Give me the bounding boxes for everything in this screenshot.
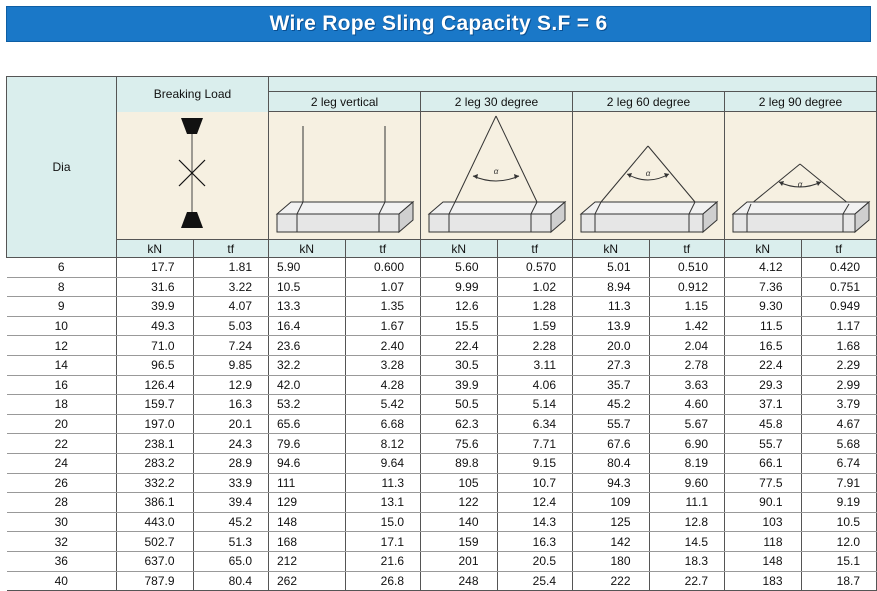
- table-row: [7, 316, 877, 336]
- value-cell: 1.07: [345, 277, 421, 297]
- unit-header: tf: [801, 240, 877, 258]
- value-cell: 10.7: [497, 473, 573, 493]
- value-cell: 159.7: [117, 395, 194, 415]
- value-cell: 5.67: [649, 414, 725, 434]
- value-cell: 10.5: [269, 277, 346, 297]
- value-cell: 1.35: [345, 297, 421, 317]
- angle-label: α: [645, 169, 651, 178]
- value-cell: 6.68: [345, 414, 421, 434]
- value-cell: 262: [269, 571, 346, 591]
- value-cell: 16.5: [725, 336, 802, 356]
- value-cell: 22.4: [421, 336, 498, 356]
- unit-header: kN: [117, 240, 194, 258]
- dia-cell: 30: [7, 512, 117, 532]
- value-cell: 11.5: [725, 316, 802, 336]
- value-cell: 5.68: [801, 434, 877, 454]
- value-cell: 1.67: [345, 316, 421, 336]
- 30-degree-sling-illustration: [421, 112, 573, 240]
- value-cell: 103: [725, 512, 802, 532]
- value-cell: 3.28: [345, 355, 421, 375]
- table-row: [7, 375, 877, 395]
- value-cell: 332.2: [117, 473, 194, 493]
- value-cell: 20.0: [573, 336, 650, 356]
- value-cell: 39.4: [193, 493, 269, 513]
- dia-header: [7, 77, 117, 258]
- value-cell: 6.90: [649, 434, 725, 454]
- value-cell: 55.7: [725, 434, 802, 454]
- value-cell: 1.81: [193, 258, 269, 278]
- table-row: [7, 414, 877, 434]
- group-2-leg-90-degree: [725, 92, 877, 112]
- value-cell: 6.34: [497, 414, 573, 434]
- value-cell: 27.3: [573, 355, 650, 375]
- value-cell: 105: [421, 473, 498, 493]
- value-cell: 502.7: [117, 532, 194, 552]
- value-cell: 9.30: [725, 297, 802, 317]
- wire-rope-tension-icon: [117, 112, 268, 239]
- value-cell: 0.912: [649, 277, 725, 297]
- value-cell: 8.19: [649, 453, 725, 473]
- table-row: [7, 336, 877, 356]
- dia-header-label: Dia: [52, 160, 71, 174]
- value-cell: 3.22: [193, 277, 269, 297]
- dia-cell: 24: [7, 453, 117, 473]
- value-cell: 20.1: [193, 414, 269, 434]
- unit-header: kN: [725, 240, 802, 258]
- 30-degree-sling-icon: [421, 112, 572, 239]
- value-cell: 2.99: [801, 375, 877, 395]
- value-cell: 39.9: [117, 297, 194, 317]
- value-cell: 11.3: [573, 297, 650, 317]
- value-cell: 67.6: [573, 434, 650, 454]
- value-cell: 11.1: [649, 493, 725, 513]
- table-body: [7, 258, 877, 591]
- value-cell: 2.78: [649, 355, 725, 375]
- value-cell: 7.71: [497, 434, 573, 454]
- value-cell: 55.7: [573, 414, 650, 434]
- value-cell: 0.570: [497, 258, 573, 278]
- value-cell: 1.17: [801, 316, 877, 336]
- dia-cell: 22: [7, 434, 117, 454]
- value-cell: 5.03: [193, 316, 269, 336]
- value-cell: 201: [421, 551, 498, 571]
- group-label: 2 leg 90 degree: [758, 94, 843, 109]
- unit-header: tf: [345, 240, 421, 258]
- value-cell: 9.15: [497, 453, 573, 473]
- value-cell: 35.7: [573, 375, 650, 395]
- value-cell: 8.12: [345, 434, 421, 454]
- table-row: [7, 453, 877, 473]
- value-cell: 9.19: [801, 493, 877, 513]
- table-row: [7, 551, 877, 571]
- value-cell: 12.9: [193, 375, 269, 395]
- value-cell: 17.1: [345, 532, 421, 552]
- value-cell: 1.59: [497, 316, 573, 336]
- table-row: [7, 258, 877, 278]
- group-label: 2 leg vertical: [310, 94, 379, 109]
- 90-degree-sling-illustration: [725, 112, 877, 240]
- value-cell: 148: [725, 551, 802, 571]
- dia-cell: 12: [7, 336, 117, 356]
- 60-degree-sling-icon: [573, 112, 724, 239]
- value-cell: 51.3: [193, 532, 269, 552]
- table-row: [7, 297, 877, 317]
- dia-cell: 16: [7, 375, 117, 395]
- value-cell: 118: [725, 532, 802, 552]
- value-cell: 0.420: [801, 258, 877, 278]
- value-cell: 7.36: [725, 277, 802, 297]
- value-cell: 53.2: [269, 395, 346, 415]
- value-cell: 129: [269, 493, 346, 513]
- table-row: [7, 532, 877, 552]
- value-cell: 159: [421, 532, 498, 552]
- value-cell: 32.2: [269, 355, 346, 375]
- angle-label: α: [797, 180, 803, 189]
- value-cell: 21.6: [345, 551, 421, 571]
- value-cell: 1.02: [497, 277, 573, 297]
- value-cell: 96.5: [117, 355, 194, 375]
- value-cell: 148: [269, 512, 346, 532]
- value-cell: 30.5: [421, 355, 498, 375]
- value-cell: 18.7: [801, 571, 877, 591]
- value-cell: 168: [269, 532, 346, 552]
- value-cell: 126.4: [117, 375, 194, 395]
- value-cell: 637.0: [117, 551, 194, 571]
- unit-header: kN: [421, 240, 498, 258]
- value-cell: 4.67: [801, 414, 877, 434]
- value-cell: 2.28: [497, 336, 573, 356]
- value-cell: 222: [573, 571, 650, 591]
- value-cell: 45.8: [725, 414, 802, 434]
- unit-header: tf: [193, 240, 269, 258]
- unit-header: kN: [573, 240, 650, 258]
- value-cell: 12.6: [421, 297, 498, 317]
- value-cell: 15.0: [345, 512, 421, 532]
- value-cell: 20.5: [497, 551, 573, 571]
- value-cell: 75.6: [421, 434, 498, 454]
- table-row: [7, 355, 877, 375]
- value-cell: 9.99: [421, 277, 498, 297]
- value-cell: 140: [421, 512, 498, 532]
- value-cell: 4.07: [193, 297, 269, 317]
- value-cell: 109: [573, 493, 650, 513]
- value-cell: 23.6: [269, 336, 346, 356]
- value-cell: 15.5: [421, 316, 498, 336]
- value-cell: 33.9: [193, 473, 269, 493]
- vertical-sling-illustration: [269, 112, 421, 240]
- value-cell: 5.01: [573, 258, 650, 278]
- dia-cell: 6: [7, 258, 117, 278]
- value-cell: 7.24: [193, 336, 269, 356]
- value-cell: 45.2: [573, 395, 650, 415]
- table-row: [7, 434, 877, 454]
- value-cell: 8.94: [573, 277, 650, 297]
- angle-label: α: [493, 167, 499, 176]
- value-cell: 111: [269, 473, 346, 493]
- value-cell: 12.8: [649, 512, 725, 532]
- value-cell: 2.29: [801, 355, 877, 375]
- value-cell: 12.4: [497, 493, 573, 513]
- value-cell: 9.85: [193, 355, 269, 375]
- value-cell: 386.1: [117, 493, 194, 513]
- value-cell: 0.751: [801, 277, 877, 297]
- value-cell: 7.91: [801, 473, 877, 493]
- group-2-leg-vertical: [269, 92, 421, 112]
- value-cell: 10.5: [801, 512, 877, 532]
- value-cell: 9.64: [345, 453, 421, 473]
- value-cell: 9.60: [649, 473, 725, 493]
- value-cell: 5.60: [421, 258, 498, 278]
- value-cell: 4.28: [345, 375, 421, 395]
- value-cell: 13.9: [573, 316, 650, 336]
- value-cell: 15.1: [801, 551, 877, 571]
- title-banner: [6, 6, 871, 42]
- breaking-load-label: Breaking Load: [153, 87, 232, 102]
- value-cell: 80.4: [193, 571, 269, 591]
- value-cell: 42.0: [269, 375, 346, 395]
- value-cell: 37.1: [725, 395, 802, 415]
- 60-degree-sling-illustration: [573, 112, 725, 240]
- value-cell: 13.1: [345, 493, 421, 513]
- group-2-leg-30-degree: [421, 92, 573, 112]
- value-cell: 787.9: [117, 571, 194, 591]
- value-cell: 29.3: [725, 375, 802, 395]
- value-cell: 79.6: [269, 434, 346, 454]
- value-cell: 16.4: [269, 316, 346, 336]
- value-cell: 142: [573, 532, 650, 552]
- value-cell: 62.3: [421, 414, 498, 434]
- value-cell: 26.8: [345, 571, 421, 591]
- value-cell: 25.4: [497, 571, 573, 591]
- capacity-table-container: [6, 76, 877, 591]
- value-cell: 45.2: [193, 512, 269, 532]
- table-row: [7, 395, 877, 415]
- value-cell: 11.3: [345, 473, 421, 493]
- value-cell: 65.0: [193, 551, 269, 571]
- value-cell: 90.1: [725, 493, 802, 513]
- table-row: [7, 512, 877, 532]
- unit-header: tf: [497, 240, 573, 258]
- group-top-spacer: [269, 77, 877, 92]
- value-cell: 3.63: [649, 375, 725, 395]
- value-cell: 18.3: [649, 551, 725, 571]
- value-cell: 3.79: [801, 395, 877, 415]
- value-cell: 283.2: [117, 453, 194, 473]
- value-cell: 2.04: [649, 336, 725, 356]
- value-cell: 443.0: [117, 512, 194, 532]
- value-cell: 80.4: [573, 453, 650, 473]
- value-cell: 0.600: [345, 258, 421, 278]
- value-cell: 14.5: [649, 532, 725, 552]
- value-cell: 125: [573, 512, 650, 532]
- value-cell: 5.90: [269, 258, 346, 278]
- value-cell: 89.8: [421, 453, 498, 473]
- dia-cell: 20: [7, 414, 117, 434]
- value-cell: 28.9: [193, 453, 269, 473]
- page-title: Wire Rope Sling Capacity S.F = 6: [269, 12, 608, 35]
- vertical-sling-icon: [269, 112, 420, 239]
- value-cell: 71.0: [117, 336, 194, 356]
- value-cell: 1.42: [649, 316, 725, 336]
- capacity-table: [6, 76, 877, 591]
- value-cell: 238.1: [117, 434, 194, 454]
- table-row: [7, 277, 877, 297]
- value-cell: 14.3: [497, 512, 573, 532]
- value-cell: 94.3: [573, 473, 650, 493]
- value-cell: 50.5: [421, 395, 498, 415]
- value-cell: 1.68: [801, 336, 877, 356]
- value-cell: 66.1: [725, 453, 802, 473]
- value-cell: 212: [269, 551, 346, 571]
- dia-cell: 10: [7, 316, 117, 336]
- value-cell: 4.60: [649, 395, 725, 415]
- value-cell: 77.5: [725, 473, 802, 493]
- dia-cell: 26: [7, 473, 117, 493]
- value-cell: 2.40: [345, 336, 421, 356]
- value-cell: 5.42: [345, 395, 421, 415]
- dia-cell: 18: [7, 395, 117, 415]
- dia-cell: 8: [7, 277, 117, 297]
- table-row: [7, 473, 877, 493]
- dia-cell: 14: [7, 355, 117, 375]
- value-cell: 180: [573, 551, 650, 571]
- value-cell: 22.7: [649, 571, 725, 591]
- value-cell: 17.7: [117, 258, 194, 278]
- group-2-leg-60-degree: [573, 92, 725, 112]
- value-cell: 65.6: [269, 414, 346, 434]
- value-cell: 0.949: [801, 297, 877, 317]
- value-cell: 49.3: [117, 316, 194, 336]
- value-cell: 1.15: [649, 297, 725, 317]
- dia-cell: 36: [7, 551, 117, 571]
- dia-cell: 28: [7, 493, 117, 513]
- value-cell: 39.9: [421, 375, 498, 395]
- value-cell: 1.28: [497, 297, 573, 317]
- value-cell: 22.4: [725, 355, 802, 375]
- breaking-load-illustration: [117, 112, 269, 240]
- value-cell: 6.74: [801, 453, 877, 473]
- value-cell: 0.510: [649, 258, 725, 278]
- dia-cell: 32: [7, 532, 117, 552]
- value-cell: 4.06: [497, 375, 573, 395]
- breaking-load-header: [117, 77, 269, 112]
- 90-degree-sling-icon: [725, 112, 876, 239]
- value-cell: 24.3: [193, 434, 269, 454]
- group-label: 2 leg 60 degree: [606, 94, 691, 109]
- value-cell: 122: [421, 493, 498, 513]
- table-row: [7, 571, 877, 591]
- value-cell: 94.6: [269, 453, 346, 473]
- unit-header: tf: [649, 240, 725, 258]
- value-cell: 248: [421, 571, 498, 591]
- dia-cell: 40: [7, 571, 117, 591]
- value-cell: 16.3: [497, 532, 573, 552]
- dia-cell: 9: [7, 297, 117, 317]
- value-cell: 197.0: [117, 414, 194, 434]
- value-cell: 5.14: [497, 395, 573, 415]
- value-cell: 183: [725, 571, 802, 591]
- value-cell: 13.3: [269, 297, 346, 317]
- value-cell: 12.0: [801, 532, 877, 552]
- value-cell: 16.3: [193, 395, 269, 415]
- value-cell: 4.12: [725, 258, 802, 278]
- group-label: 2 leg 30 degree: [454, 94, 539, 109]
- unit-header: kN: [269, 240, 346, 258]
- value-cell: 31.6: [117, 277, 194, 297]
- value-cell: 3.11: [497, 355, 573, 375]
- table-row: [7, 493, 877, 513]
